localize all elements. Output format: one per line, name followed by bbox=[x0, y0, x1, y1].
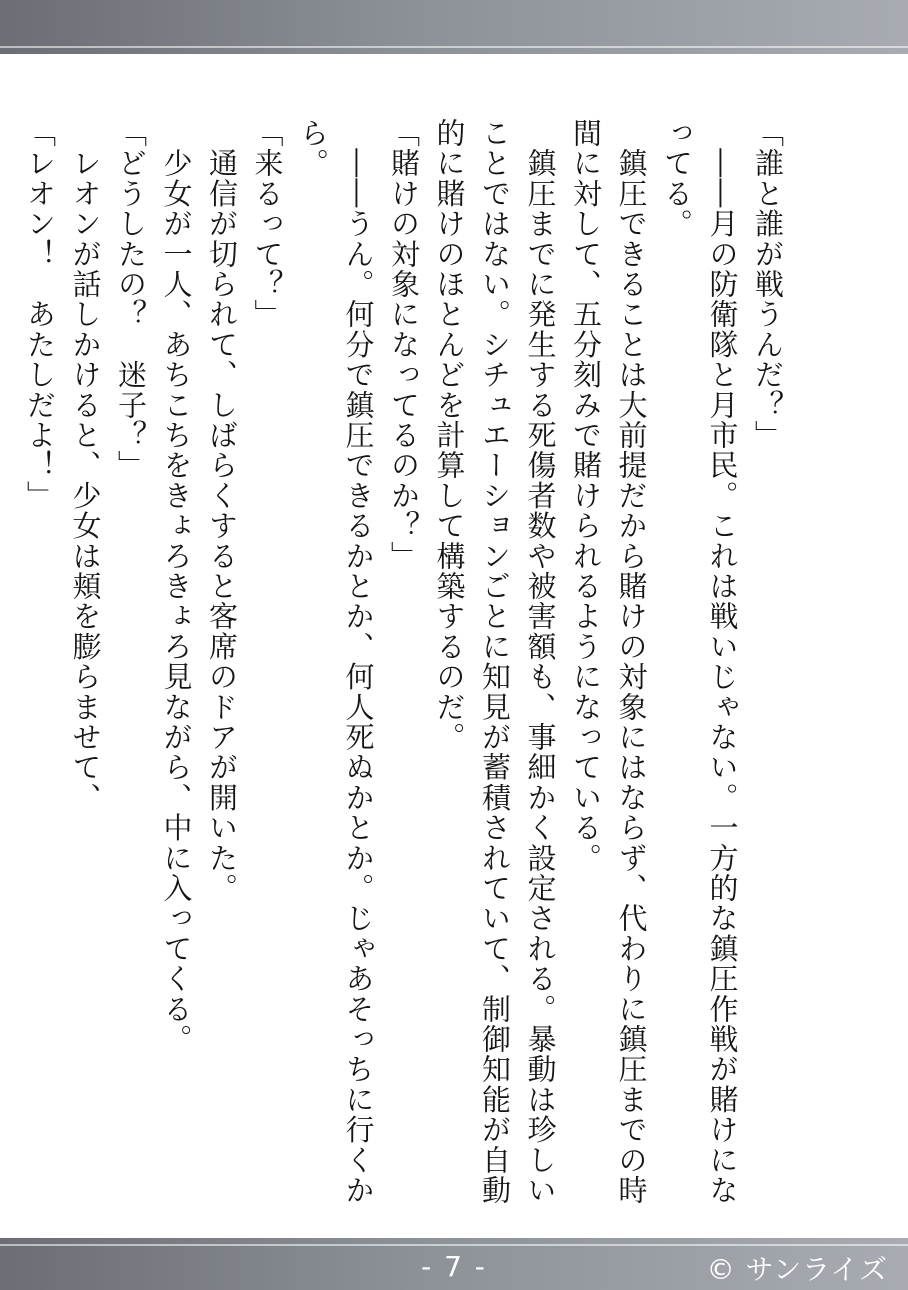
page-number: - 7 - bbox=[421, 1250, 487, 1283]
paragraph: 少女が一人、あちこちをきょろきょろ見ながら、中に入ってくる。 bbox=[159, 118, 194, 1055]
header-bar bbox=[0, 0, 908, 54]
copyright-notice: © サンライズ bbox=[706, 1253, 888, 1286]
paragraph: 「来るって？」 bbox=[250, 118, 285, 330]
paragraph: 「どうしたの？ 迷子？」 bbox=[114, 118, 148, 481]
paragraph: ――月の防衛隊と月市民。これは戦いじゃない。一方的な鎮圧作戦が賭けになってる。 bbox=[660, 118, 740, 1206]
body-text bbox=[17, 118, 791, 1223]
paragraph: レオンが話しかけると、少女は頬を膨らませて、 bbox=[68, 118, 103, 813]
paragraph: 通信が切られて、しばらくすると客席のドアが開いた。 bbox=[205, 118, 239, 904]
paragraph: 「レオン！ あたしだよ！」 bbox=[23, 118, 57, 511]
paragraph: 「誰と誰が戦うんだ？」 bbox=[751, 118, 785, 451]
paragraph: 鎮圧できることは大前提だから賭けの対象にはならず、代わりに鎮圧までの時間に対して、五分刻みで賭けられるようになっている。 bbox=[569, 118, 649, 1206]
footer-bar bbox=[0, 1238, 908, 1290]
paragraph: 「賭けの対象になってるのか？」 bbox=[387, 118, 421, 571]
paragraph: 鎮圧までに発生する死傷者数や被害額も、事細かく設定される。暴動は珍しいことではない。シチュエーションごとに知見が蓄積されていて、制御知能が自動的に賭けのほとんどを計算して構築するのだ。 bbox=[432, 118, 558, 1206]
paragraph: ――うん。何分で鎮圧できるかとか、何人死ぬかとか。じゃあそっちに行くから。 bbox=[296, 118, 376, 1206]
